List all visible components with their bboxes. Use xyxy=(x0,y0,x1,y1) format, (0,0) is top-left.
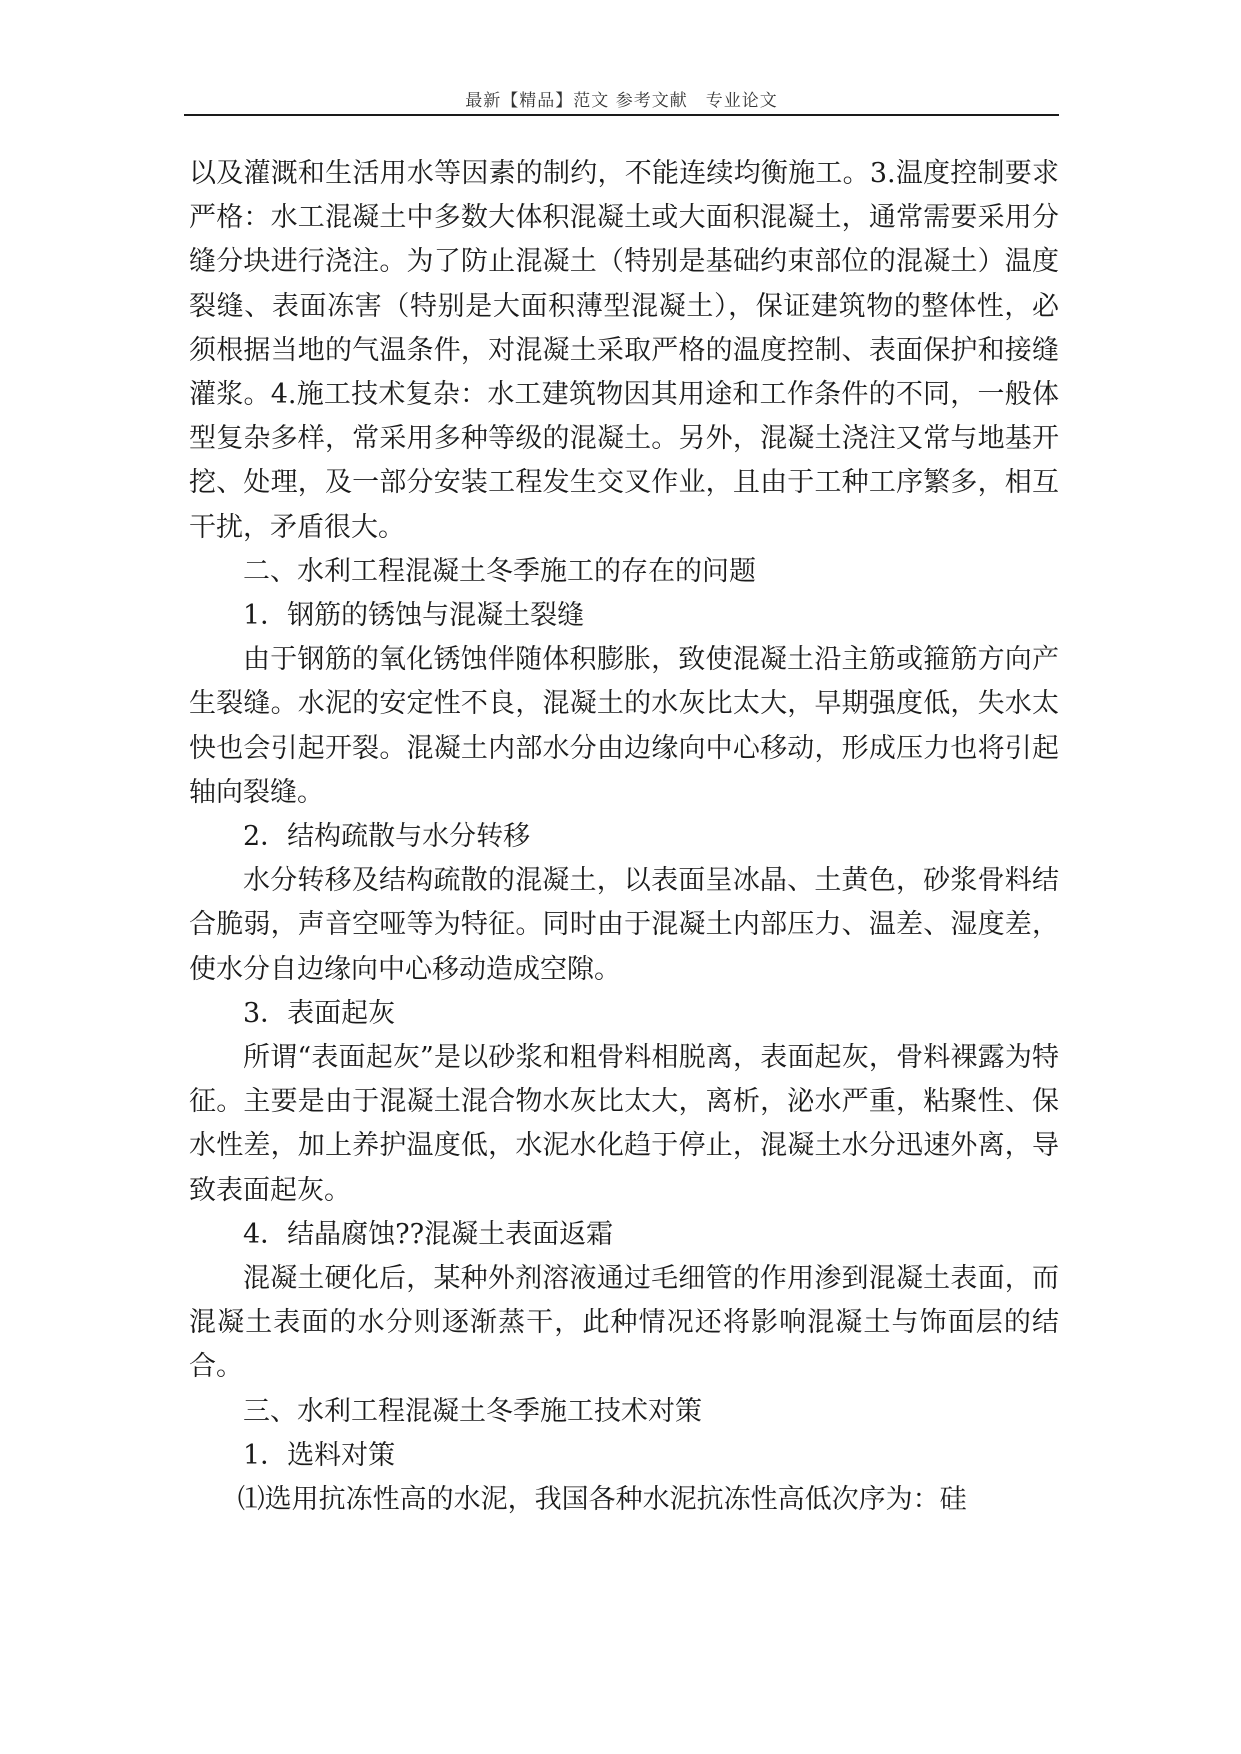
section-heading-countermeasures: 三、水利工程混凝土冬季施工技术对策 xyxy=(243,1395,702,1427)
subheading-crystal-corrosion: 4．结晶腐蚀??混凝土表面返霜 xyxy=(243,1218,614,1250)
subheading-surface-dusting: 3．表面起灰 xyxy=(243,997,396,1029)
header-divider xyxy=(184,114,1059,116)
subheading-rebar-corrosion: 1．钢筋的锈蚀与混凝土裂缝 xyxy=(243,600,585,632)
paragraph-crystal-corrosion: 混凝土硬化后，某种外剂溶液通过毛细管的作用渗到混凝土表面，而混凝土表面的水分则逐渐蒸干，此种情况还将影响混凝土与饰面层的结合。 xyxy=(189,1263,1059,1383)
paragraph-cement-selection: ⑴选用抗冻性高的水泥，我国各种水泥抗冻性高低次序为：硅 xyxy=(237,1484,967,1516)
subheading-material-selection: 1．选料对策 xyxy=(243,1439,396,1471)
page-header: 最新【精品】范文 参考文献 专业论文 xyxy=(465,91,778,111)
paragraph-rebar-corrosion: 由于钢筋的氧化锈蚀伴随体积膨胀，致使混凝土沿主筋或箍筋方向产生裂缝。水泥的安定性不良，混凝土的水灰比太大，早期强度低，失水太快也会引起开裂。混凝土内部水分由边缘向中心移动，形成压力也将引起轴向裂缝。 xyxy=(189,644,1059,808)
paragraph-structure-loose: 水分转移及结构疏散的混凝土，以表面呈冰晶、土黄色，砂浆骨料结合脆弱，声音空哑等为特征。同时由于混凝土内部压力、温差、湿度差，使水分自边缘向中心移动造成空隙。 xyxy=(189,865,1059,985)
section-heading-problems: 二、水利工程混凝土冬季施工的存在的问题 xyxy=(243,555,756,587)
paragraph-intro-continued: 以及灌溉和生活用水等因素的制约，不能连续均衡施工。3.温度控制要求严格：水工混凝土中多数大体积混凝土或大面积混凝土，通常需要采用分缝分块进行浇注。为了防止混凝土（特别是基础约束部位的混凝土）温度裂缝、表面冻害（特别是大面积薄型混凝土），保证建筑物的整体性，必须根据当地的气温条件，对混凝土采取严格的温度控制、表面保护和接缝灌浆。4.施工技术复杂：水工建筑物因其用途和工作条件的不同，一般体型复杂多样，常采用多种等级的混凝土。另外，混凝土浇注又常与地基开挖、处理，及一部分安装工程发生交叉作业，且由于工种工序繁多，相互干扰，矛盾很大。 xyxy=(189,158,1059,543)
paragraph-surface-dusting: 所谓“表面起灰”是以砂浆和粗骨料相脱离，表面起灰，骨料裸露为特征。主要是由于混凝土混合物水灰比太大，离析，泌水严重，粘聚性、保水性差，加上养护温度低，水泥水化趋于停止，混凝土水分迅速外离，导致表面起灰。 xyxy=(189,1042,1059,1206)
document-body xyxy=(189,152,1059,1522)
subheading-structure-loose: 2．结构疏散与水分转移 xyxy=(243,821,531,853)
